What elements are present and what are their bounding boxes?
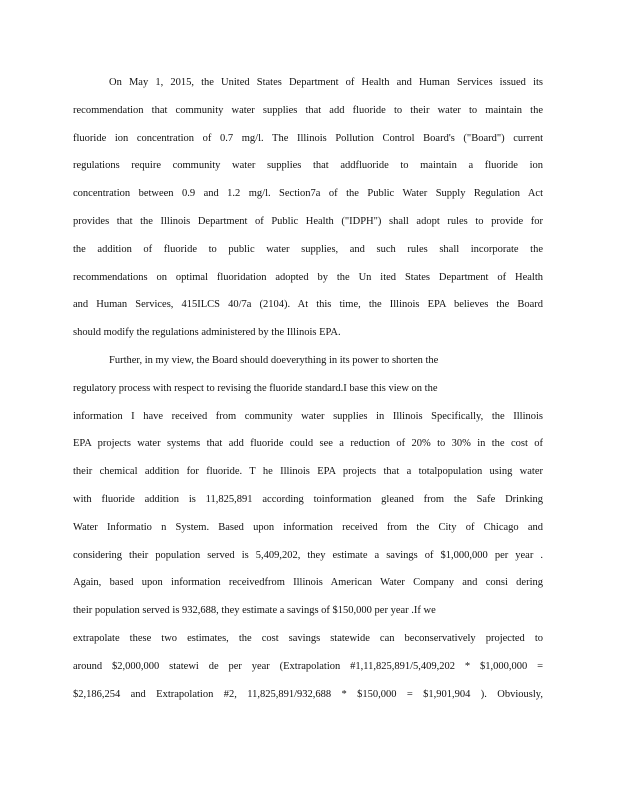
text-line: around $2,000,000 statewi de per year (Extrapolation #1,11,825,891/5,409,202 * $1,000,000 = [73, 660, 543, 672]
text-line: regulations require community water supplies that addfluoride to maintain a fluoride ion [73, 160, 543, 172]
paragraph-2 [73, 347, 543, 708]
text-line: Again, based upon information receivedfrom Illinois American Water Company and consi dering [73, 577, 543, 589]
text-line: recommendations on optimal fluoridation adopted by the Un ited States Department of Health [73, 271, 543, 283]
text-line: regulatory process with respect to revising the fluoride standard.I base this view on the [73, 382, 438, 394]
text-line: extrapolate these two estimates, the cost savings statewide can beconservatively projected to [73, 632, 543, 644]
text-line: fluoride ion concentration of 0.7 mg/l. The Illinois Pollution Control Board's ("Board") current [73, 132, 543, 144]
text-line: $2,186,254 and Extrapolation #2, 11,825,891/932,688 * $150,000 = $1,901,904 ). Obviously, [73, 688, 543, 700]
text-line: the addition of fluoride to public water supplies, and such rules shall incorporate the [73, 243, 543, 255]
text-line: their chemical addition for fluoride. T he Illinois EPA projects that a totalpopulation using water [73, 466, 543, 478]
text-line: and Human Services, 415ILCS 40/7a (2104). At this time, the Illinois EPA believes the Board [73, 299, 543, 311]
text-line: should modify the regulations administered by the Illinois EPA. [73, 327, 341, 339]
text-line: their population served is 932,688, they estimate a savings of $150,000 per year .If we [73, 605, 436, 617]
letter-body [73, 69, 543, 708]
text-line: recommendation that community water supplies that add fluoride to their water to maintain the [73, 104, 543, 116]
text-line: concentration between 0.9 and 1.2 mg/l. Section7a of the Public Water Supply Regulation Act [73, 188, 543, 200]
text-line: Further, in my view, the Board should doeverything in its power to shorten the [109, 354, 439, 366]
paragraph-1 [73, 69, 543, 347]
text-line: EPA projects water systems that add fluoride could see a reduction of 20% to 30% in the cost of [73, 438, 543, 450]
text-line: On May 1, 2015, the United States Department of Health and Human Services issued its [109, 77, 543, 88]
text-line: considering their population served is 5,409,202, they estimate a savings of $1,000,000 per year . [73, 549, 543, 561]
text-line: with fluoride addition is 11,825,891 according toinformation gleaned from the Safe Drinking [73, 493, 543, 505]
text-line: information I have received from community water supplies in Illinois Specifically, the Illinois [73, 410, 543, 422]
text-line: provides that the Illinois Department of Public Health ("IDPH") shall adopt rules to provide for [73, 215, 543, 227]
text-line: Water Informatio n System. Based upon information received from the City of Chicago and [73, 521, 543, 533]
